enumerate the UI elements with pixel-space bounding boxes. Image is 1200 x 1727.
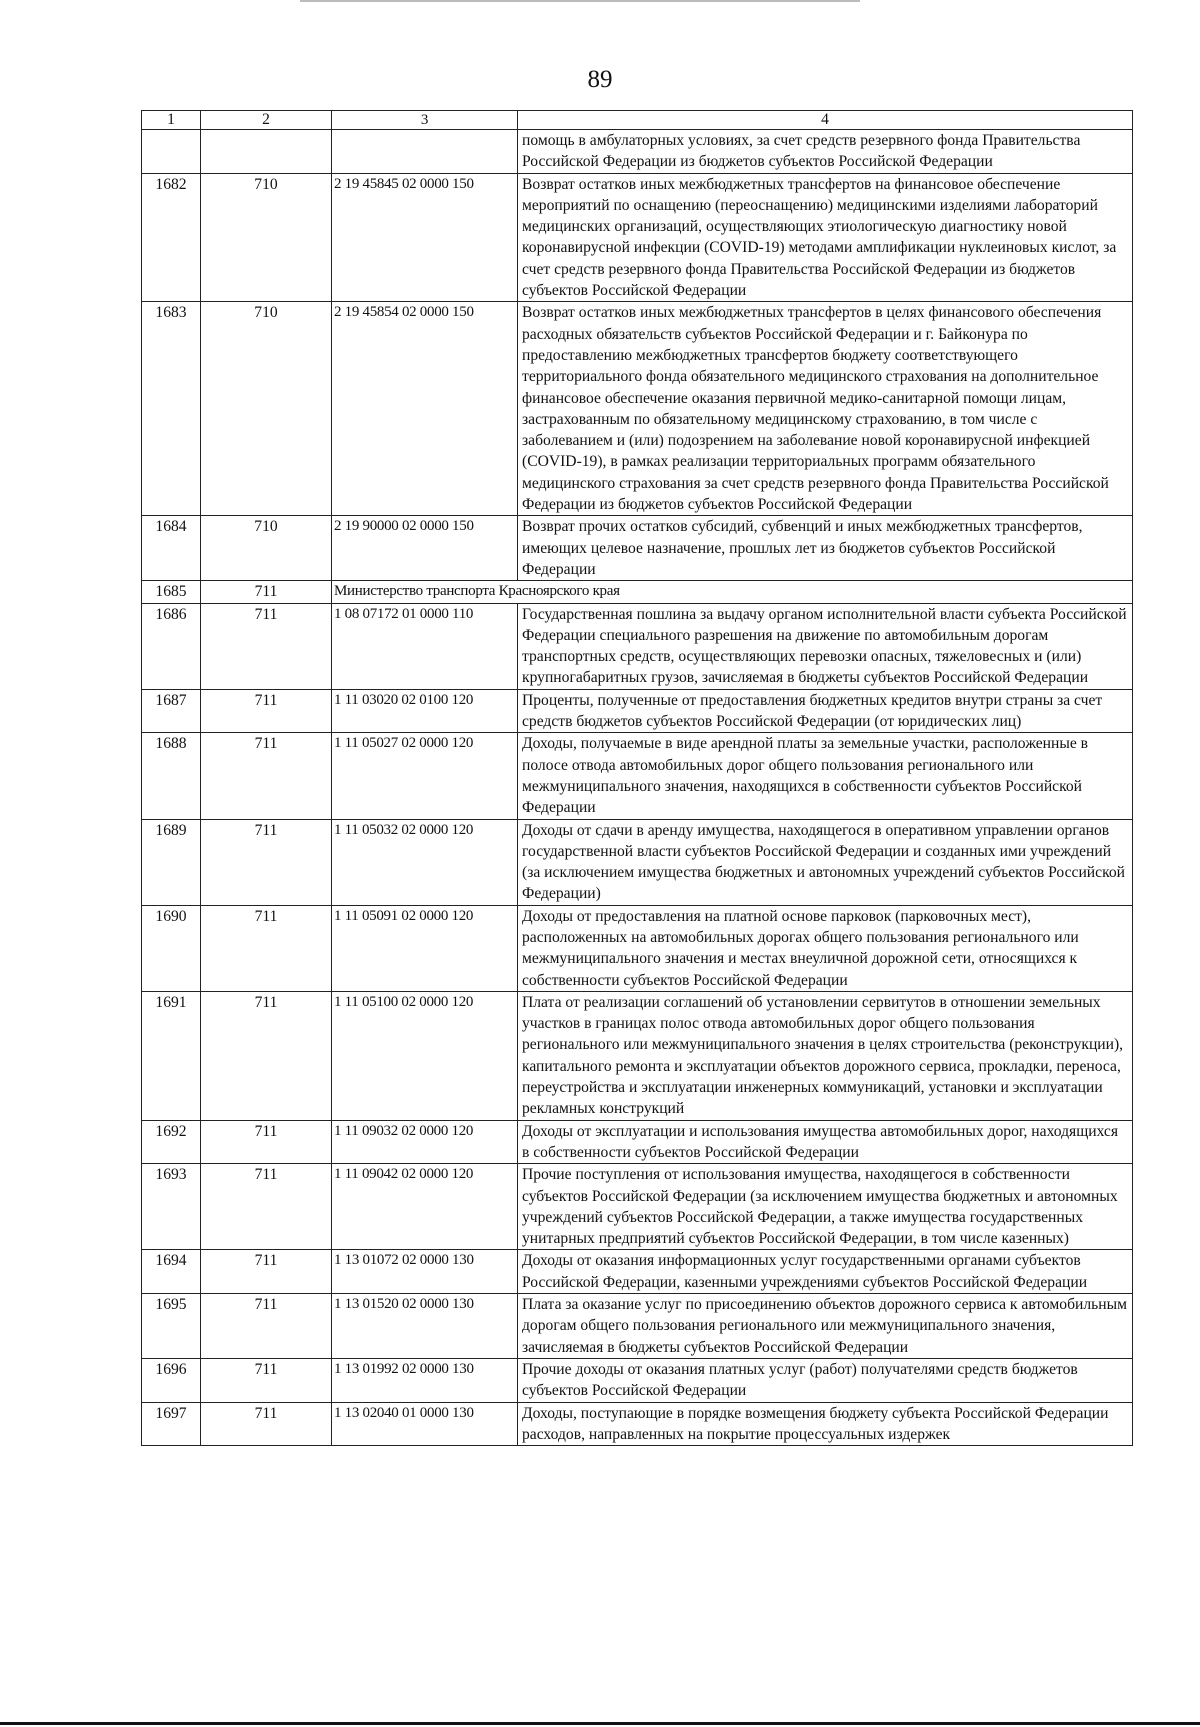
income-description-cell: Возврат остатков иных межбюджетных трансфертов на финансовое обеспечение мероприятий по оснащению (переоснащению) медицинскими изделиями лабораторий медицинских организаций, осуществляющих этиологическую диагностику новой коронавирусной инфекции (COVID-19) методами амплификации нуклеиновых кислот, за счет средств резервного фонда Правительства Российской Федерации из бюджетов субъектов Российской Федерации xyxy=(518,173,1133,302)
income-description-cell: Прочие доходы от оказания платных услуг (работ) получателями средств бюджетов субъектов Российской Федерации xyxy=(518,1358,1133,1402)
row-number-cell: 1695 xyxy=(142,1294,201,1359)
income-description-cell: Доходы от оказания информационных услуг государственными органами субъектов Российской Федерации, казенными учреждениями субъектов Российской Федерации xyxy=(518,1250,1133,1294)
table-row xyxy=(142,733,1133,819)
income-description-cell: Государственная пошлина за выдачу органом исполнительной власти субъекта Российской Федерации специального разрешения на движение по автомобильным дорогам транспортных средств, осуществляющих перевозки опасных, тяжеловесных и (или) крупногабаритных грузов, зачисляемая в бюджеты субъектов Российской Федерации xyxy=(518,603,1133,689)
administrator-name-cell: Министерство транспорта Красноярского края xyxy=(332,581,1133,603)
budget-code-cell: 1 11 03020 02 0100 120 xyxy=(332,689,518,733)
admin-code-cell: 711 xyxy=(201,1120,332,1164)
budget-code-cell: 1 13 01992 02 0000 130 xyxy=(332,1358,518,1402)
row-number-cell: 1688 xyxy=(142,733,201,819)
admin-code-cell: 710 xyxy=(201,173,332,302)
revenue-codes-table xyxy=(141,110,1133,1446)
row-number-cell: 1686 xyxy=(142,603,201,689)
row-number-cell: 1691 xyxy=(142,991,201,1120)
table-row xyxy=(142,1164,1133,1250)
table-body xyxy=(142,130,1133,1446)
budget-code-cell: 1 11 05100 02 0000 120 xyxy=(332,991,518,1120)
budget-code-cell: 1 13 01072 02 0000 130 xyxy=(332,1250,518,1294)
admin-code-cell: 711 xyxy=(201,733,332,819)
row-number-cell: 1683 xyxy=(142,302,201,516)
income-description-cell: Доходы, получаемые в виде арендной платы за земельные участки, расположенные в полосе отвода автомобильных дорог общего пользования регионального или межмуниципального значения, находящихся в собственности субъектов Российской Федерации xyxy=(518,733,1133,819)
row-number-cell: 1696 xyxy=(142,1358,201,1402)
income-description-cell: Доходы, поступающие в порядке возмещения бюджету субъекта Российской Федерации расходов, направленных на покрытие процессуальных издержек xyxy=(518,1402,1133,1446)
income-description-cell: Возврат остатков иных межбюджетных трансфертов в целях финансового обеспечения расходных обязательств субъектов Российской Федерации и г. Байконура по предоставлению межбюджетных трансфертов бюджету соответствующего территориального фонда обязательного медицинского страхования на дополнительное финансовое обеспечение оказания первичной медико-санитарной помощи лицам, застрахованным по обязательному медицинскому страхованию, в том числе с заболеванием и (или) подозрением на заболевание новой коронавирусной инфекцией (COVID-19), в рамках реализации территориальных программ обязательного медицинского страхования за счет средств резервного фонда Правительства Российской Федерации из бюджетов субъектов Российской Федерации xyxy=(518,302,1133,516)
admin-code-cell: 711 xyxy=(201,581,332,603)
table-row xyxy=(142,1402,1133,1446)
income-description-cell: помощь в амбулаторных условиях, за счет средств резервного фонда Правительства Российской Федерации из бюджетов субъектов Российской Федерации xyxy=(518,130,1133,174)
income-description-cell: Доходы от предоставления на платной основе парковок (парковочных мест), расположенных на автомобильных дорогах общего пользования регионального или межмуниципального значения и местах внеуличной дорожной сети, относящихся к собственности субъектов Российской Федерации xyxy=(518,905,1133,991)
admin-code-cell: 711 xyxy=(201,689,332,733)
table-row xyxy=(142,130,1133,174)
income-description-cell: Плата от реализации соглашений об установлении сервитутов в отношении земельных участков в границах полос отвода автомобильных дорог общего пользования регионального или межмуниципального значения в целях строительства (реконструкции), капитального ремонта и эксплуатации объектов дорожного сервиса, прокладки, переноса, переустройства и эксплуатации инженерных коммуникаций, установки и эксплуатации рекламных конструкций xyxy=(518,991,1133,1120)
income-description-cell: Доходы от сдачи в аренду имущества, находящегося в оперативном управлении органов государственной власти субъектов Российской Федерации и созданных ими учреждений (за исключением имущества бюджетных и автономных учреждений субъектов Российской Федерации) xyxy=(518,819,1133,905)
budget-code-cell: 2 19 45854 02 0000 150 xyxy=(332,302,518,516)
budget-code-cell: 2 19 45845 02 0000 150 xyxy=(332,173,518,302)
page-number: 89 xyxy=(587,66,613,93)
table-row xyxy=(142,1358,1133,1402)
admin-code-cell: 711 xyxy=(201,1402,332,1446)
column-header-4: 4 xyxy=(518,111,1133,130)
admin-code-cell: 711 xyxy=(201,1164,332,1250)
column-header-3: 3 xyxy=(332,111,518,130)
income-description-cell: Доходы от эксплуатации и использования имущества автомобильных дорог, находящихся в собственности субъектов Российской Федерации xyxy=(518,1120,1133,1164)
budget-code-cell: 1 11 05032 02 0000 120 xyxy=(332,819,518,905)
column-header-1: 1 xyxy=(142,111,201,130)
row-number-cell: 1697 xyxy=(142,1402,201,1446)
table-row xyxy=(142,1250,1133,1294)
budget-code-cell: 1 08 07172 01 0000 110 xyxy=(332,603,518,689)
row-number-cell xyxy=(142,130,201,174)
table-row xyxy=(142,689,1133,733)
row-number-cell: 1694 xyxy=(142,1250,201,1294)
column-header-2: 2 xyxy=(201,111,332,130)
budget-code-cell: 1 11 09032 02 0000 120 xyxy=(332,1120,518,1164)
table-row xyxy=(142,905,1133,991)
admin-code-cell: 710 xyxy=(201,302,332,516)
table-row xyxy=(142,173,1133,302)
table-row xyxy=(142,1120,1133,1164)
scan-top-rule xyxy=(300,0,860,2)
table-row xyxy=(142,581,1133,603)
budget-code-cell: 1 13 01520 02 0000 130 xyxy=(332,1294,518,1359)
budget-code-cell: 2 19 90000 02 0000 150 xyxy=(332,516,518,581)
row-number-cell: 1684 xyxy=(142,516,201,581)
income-description-cell: Проценты, полученные от предоставления бюджетных кредитов внутри страны за счет средств бюджетов субъектов Российской Федерации (от юридических лиц) xyxy=(518,689,1133,733)
income-description-cell: Возврат прочих остатков субсидий, субвенций и иных межбюджетных трансфертов, имеющих целевое назначение, прошлых лет из бюджетов субъектов Российской Федерации xyxy=(518,516,1133,581)
admin-code-cell: 711 xyxy=(201,1294,332,1359)
income-description-cell: Плата за оказание услуг по присоединению объектов дорожного сервиса к автомобильным дорогам общего пользования регионального или межмуниципального значения, зачисляемая в бюджеты субъектов Российской Федерации xyxy=(518,1294,1133,1359)
income-description-cell: Прочие поступления от использования имущества, находящегося в собственности субъектов Российской Федерации (за исключением имущества бюджетных и автономных учреждений субъектов Российской Федерации, а также имущества государственных унитарных предприятий субъектов Российской Федерации, в том числе казенных) xyxy=(518,1164,1133,1250)
row-number-cell: 1687 xyxy=(142,689,201,733)
row-number-cell: 1689 xyxy=(142,819,201,905)
row-number-cell: 1690 xyxy=(142,905,201,991)
table-header-row xyxy=(142,111,1133,130)
budget-code-cell: 1 13 02040 01 0000 130 xyxy=(332,1402,518,1446)
budget-code-cell: 1 11 05091 02 0000 120 xyxy=(332,905,518,991)
budget-code-cell xyxy=(332,130,518,174)
admin-code-cell: 711 xyxy=(201,991,332,1120)
table-row xyxy=(142,991,1133,1120)
row-number-cell: 1685 xyxy=(142,581,201,603)
budget-code-cell: 1 11 05027 02 0000 120 xyxy=(332,733,518,819)
admin-code-cell: 711 xyxy=(201,1358,332,1402)
table-row xyxy=(142,819,1133,905)
row-number-cell: 1682 xyxy=(142,173,201,302)
row-number-cell: 1692 xyxy=(142,1120,201,1164)
admin-code-cell xyxy=(201,130,332,174)
admin-code-cell: 711 xyxy=(201,1250,332,1294)
row-number-cell: 1693 xyxy=(142,1164,201,1250)
table-row xyxy=(142,603,1133,689)
admin-code-cell: 711 xyxy=(201,819,332,905)
admin-code-cell: 711 xyxy=(201,603,332,689)
table-row xyxy=(142,516,1133,581)
scan-bottom-edge xyxy=(0,1722,1200,1725)
admin-code-cell: 711 xyxy=(201,905,332,991)
admin-code-cell: 710 xyxy=(201,516,332,581)
table-row xyxy=(142,302,1133,516)
budget-code-cell: 1 11 09042 02 0000 120 xyxy=(332,1164,518,1250)
table-row xyxy=(142,1294,1133,1359)
